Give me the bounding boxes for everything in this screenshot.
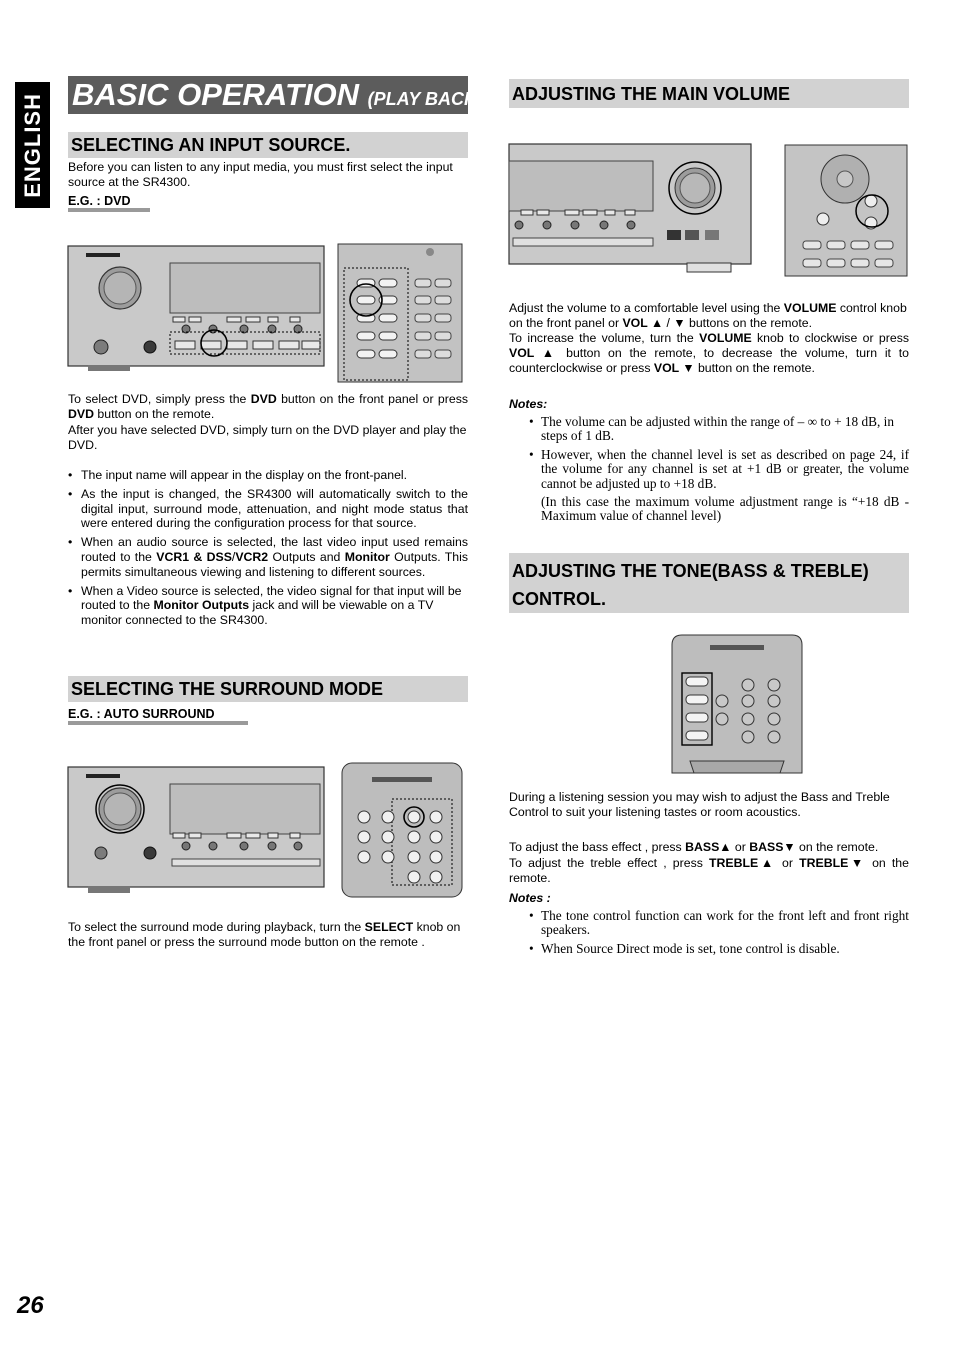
- text-run: Adjust the volume to a comfortable level using the: [509, 301, 784, 315]
- section-heading-input-source: [68, 132, 468, 158]
- section-heading-surround: [68, 676, 468, 702]
- input-source-heading: SELECTING AN INPUT SOURCE.: [71, 135, 351, 155]
- list-item: • When Source Direct mode is set, tone control is disable.: [529, 942, 909, 956]
- text-run: button on the front panel or press: [276, 392, 468, 406]
- text-bold: Monitor Outputs: [153, 598, 250, 613]
- text-run: or: [731, 840, 750, 854]
- section-heading-tone: [509, 553, 909, 613]
- surround-example-label: E.G. : AUTO SURROUND: [68, 707, 248, 725]
- volume-notes-extra: (In this case the maximum volume adjustment range is “+18 dB - Maximum value of channel level): [541, 494, 909, 524]
- section-heading-volume: [509, 79, 909, 108]
- text-run: /: [663, 316, 674, 331]
- text-run: /: [231, 549, 236, 564]
- language-tab: [15, 82, 50, 208]
- text-run: control knob on the front panel or: [509, 301, 907, 331]
- text-run: button on the remote.: [694, 361, 815, 376]
- text-run: As the input is changed, the SR4300 will automatically switch to the digital input, surround mode, attenuation, and night mode status that were entered during the configuration process for that source.: [81, 486, 468, 531]
- volume-heading: ADJUSTING THE MAIN VOLUME: [512, 84, 791, 104]
- tone-heading-line2: CONTROL.: [512, 589, 606, 609]
- text-run: on the remote.: [509, 856, 909, 886]
- remote-control-surround-image: [342, 763, 462, 897]
- text-run: button on the remote, to decrease the volume, turn it to counterclockwise or press: [509, 346, 909, 376]
- text-run: knob to clockwise or press: [751, 331, 910, 345]
- volume-notes-title: Notes:: [509, 397, 548, 411]
- input-source-intro: Before you can listen to any input media, you must first select the input source at the SR4300.: [68, 160, 453, 190]
- page-title-main: BASIC OPERATION: [72, 77, 368, 112]
- tone-notes: [529, 909, 909, 960]
- text-run: on the remote.: [795, 840, 879, 854]
- list-item: [68, 468, 468, 483]
- text-bold: BASS▼: [749, 840, 796, 854]
- text-run: or: [775, 856, 800, 870]
- volume-para2: [509, 331, 909, 377]
- text-bold: ▼: [673, 316, 686, 331]
- input-source-example: [68, 194, 150, 212]
- list-item: [68, 535, 468, 579]
- page-number: 26: [17, 1292, 44, 1319]
- tone-para3: [509, 856, 909, 886]
- text-bold: VOL ▲: [622, 316, 664, 331]
- receiver-volume-image: [509, 144, 753, 274]
- surround-heading: SELECTING THE SURROUND MODE: [71, 679, 384, 699]
- text-run: knob on the front panel or press the surround mode button on the remote .: [68, 920, 461, 950]
- input-source-para2: After you have selected DVD, simply turn on the DVD player and play the DVD.: [68, 423, 467, 453]
- text-run: To increase the volume, turn the: [509, 331, 700, 345]
- text-run: button on the remote.: [93, 407, 215, 422]
- list-item: • However, when the channel level is set as described on page 24, if the volume for any channel is set at +1 dB or greater, the volume cannot be adjusted up to +18 dB.: [529, 448, 909, 491]
- tone-notes-title: Notes :: [509, 891, 551, 905]
- text-run: When an audio source is selected, the last video input used remains routed to the: [81, 535, 468, 564]
- text-bold: SELECT: [364, 920, 414, 934]
- remote-volume-image: [785, 145, 907, 276]
- input-source-bullets: [68, 468, 468, 632]
- text-bold: VCR2: [235, 549, 269, 564]
- text-run: Outputs and: [268, 549, 345, 564]
- text-bold: VOLUME: [699, 331, 752, 345]
- text-bold: BASS▲: [685, 840, 732, 854]
- list-item: • The tone control function can work for the front left and front right speakers.: [529, 909, 909, 938]
- tone-para2: [509, 840, 909, 855]
- text-run: To select the surround mode during playback, turn the: [68, 920, 365, 934]
- language-tab-label: ENGLISH: [19, 92, 45, 198]
- tone-para1: During a listening session you may wish to adjust the Bass and Treble Control to suit your listening tastes or room acoustics.: [509, 790, 890, 820]
- page-title-sub: (PLAY BACK): [367, 89, 484, 109]
- text-bold: VOL ▼: [653, 361, 695, 376]
- receiver-front-panel-image: [68, 246, 324, 370]
- input-source-example-label: E.G. : DVD: [68, 194, 150, 212]
- remote-control-image: [338, 244, 462, 382]
- receiver-front-panel-surround-image: [68, 767, 324, 895]
- tone-heading-line1: ADJUSTING THE TONE(BASS & TREBLE): [512, 561, 869, 581]
- text-run: To select DVD, simply press the: [68, 392, 251, 406]
- input-source-para1: [68, 392, 468, 422]
- text-run: jack and will be viewable on a TV monitor connected to the SR4300.: [81, 598, 434, 628]
- surround-para: [68, 920, 468, 950]
- text-run: To adjust the treble effect , press: [509, 856, 710, 870]
- page-title: [68, 76, 484, 114]
- text-run: Outputs. This permits simultaneous viewing and listening to different sources.: [81, 549, 468, 579]
- text-bold: VOL ▲: [509, 346, 559, 361]
- text-bold: VCR1 & DSS: [156, 549, 232, 564]
- text-run: To adjust the bass effect , press: [509, 840, 686, 854]
- text-bold: VOLUME: [783, 301, 837, 315]
- list-item: [68, 584, 468, 628]
- text-bold: DVD: [250, 392, 277, 406]
- remote-tone-image: [670, 633, 804, 773]
- text-bold: TREBLE▼: [799, 856, 866, 870]
- surround-example: [68, 707, 248, 725]
- text-run: The input name will appear in the display on the front-panel.: [81, 468, 408, 482]
- volume-notes: [529, 415, 909, 524]
- text-bold: TREBLE▲: [709, 856, 776, 870]
- text-bold: Monitor: [344, 549, 390, 564]
- text-run: When a Video source is selected, the video signal for that input will be routed to the: [81, 583, 462, 613]
- list-item: [68, 487, 468, 531]
- volume-para1: [509, 301, 909, 331]
- text-run: buttons on the remote.: [685, 316, 813, 331]
- text-bold: DVD: [68, 407, 94, 422]
- list-item: • The volume can be adjusted within the range of – ∞ to + 18 dB, in steps of 1 dB.: [529, 415, 909, 444]
